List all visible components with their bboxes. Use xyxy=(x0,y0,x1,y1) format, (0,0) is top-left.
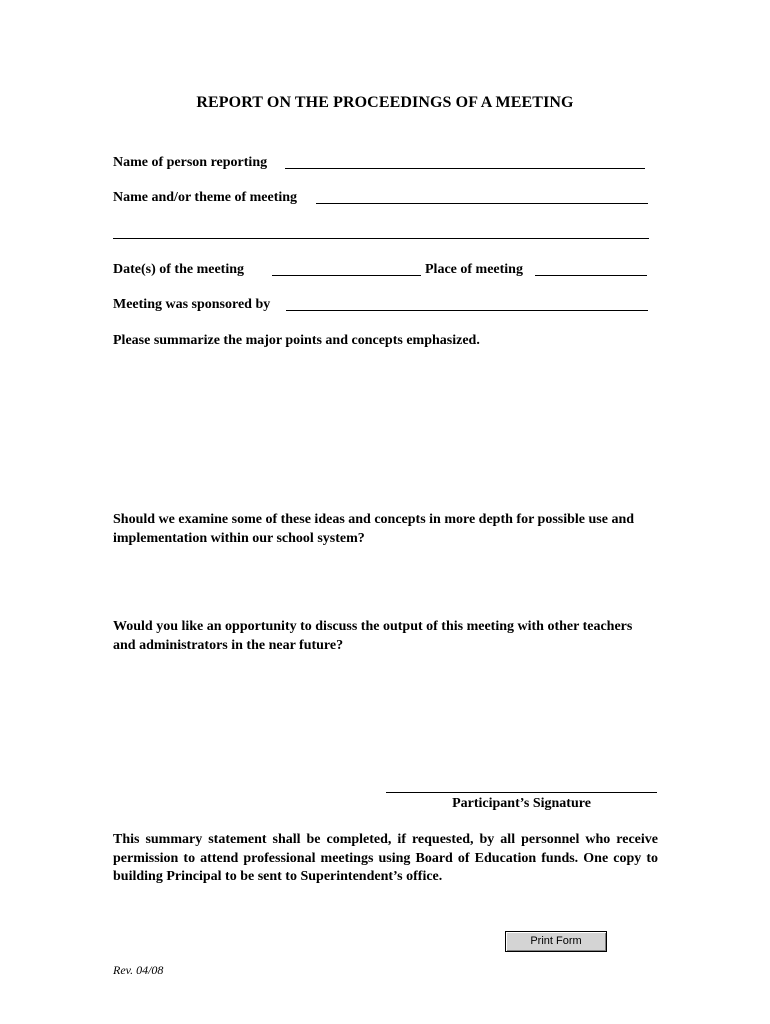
person-reporting-label: Name of person reporting xyxy=(113,155,268,170)
meeting-theme-field[interactable] xyxy=(316,203,648,204)
meeting-theme-field-continued[interactable] xyxy=(113,238,649,239)
discuss-question: Would you like an opportunity to discuss the output of this meeting with other teachers and administrators in the near future? xyxy=(113,619,633,653)
person-reporting-field[interactable] xyxy=(285,168,645,169)
meeting-theme-label: Name and/or theme of meeting xyxy=(113,190,298,205)
signature-line[interactable] xyxy=(386,792,657,793)
revision-label: Rev. 04/08 xyxy=(113,963,164,977)
examine-answer-area[interactable] xyxy=(113,552,649,612)
summarize-question: Please summarize the major points and concepts emphasized. xyxy=(113,333,480,348)
examine-question: Should we examine some of these ideas and concepts in more depth for possible use and implementation within our school system? xyxy=(113,512,635,546)
summary-answer-area[interactable] xyxy=(113,355,649,495)
sponsored-by-label: Meeting was sponsored by xyxy=(113,297,271,312)
form-title: REPORT ON THE PROCEEDINGS OF A MEETING xyxy=(196,94,574,111)
meeting-dates-label: Date(s) of the meeting xyxy=(113,262,245,277)
sponsored-by-field[interactable] xyxy=(286,310,648,311)
meeting-place-field[interactable] xyxy=(535,275,647,276)
meeting-dates-field[interactable] xyxy=(272,275,421,276)
discuss-answer-area[interactable] xyxy=(113,660,649,770)
meeting-place-label: Place of meeting xyxy=(425,262,523,277)
print-form-button[interactable]: Print Form xyxy=(505,931,607,952)
summary-statement: This summary statement shall be completed, if requested, by all personnel who receive permission to attend professional meetings using Board of Education funds. One copy to building Principal to be sent to Superintendent’s office. xyxy=(113,832,658,884)
signature-label: Participant’s Signature xyxy=(452,796,591,811)
